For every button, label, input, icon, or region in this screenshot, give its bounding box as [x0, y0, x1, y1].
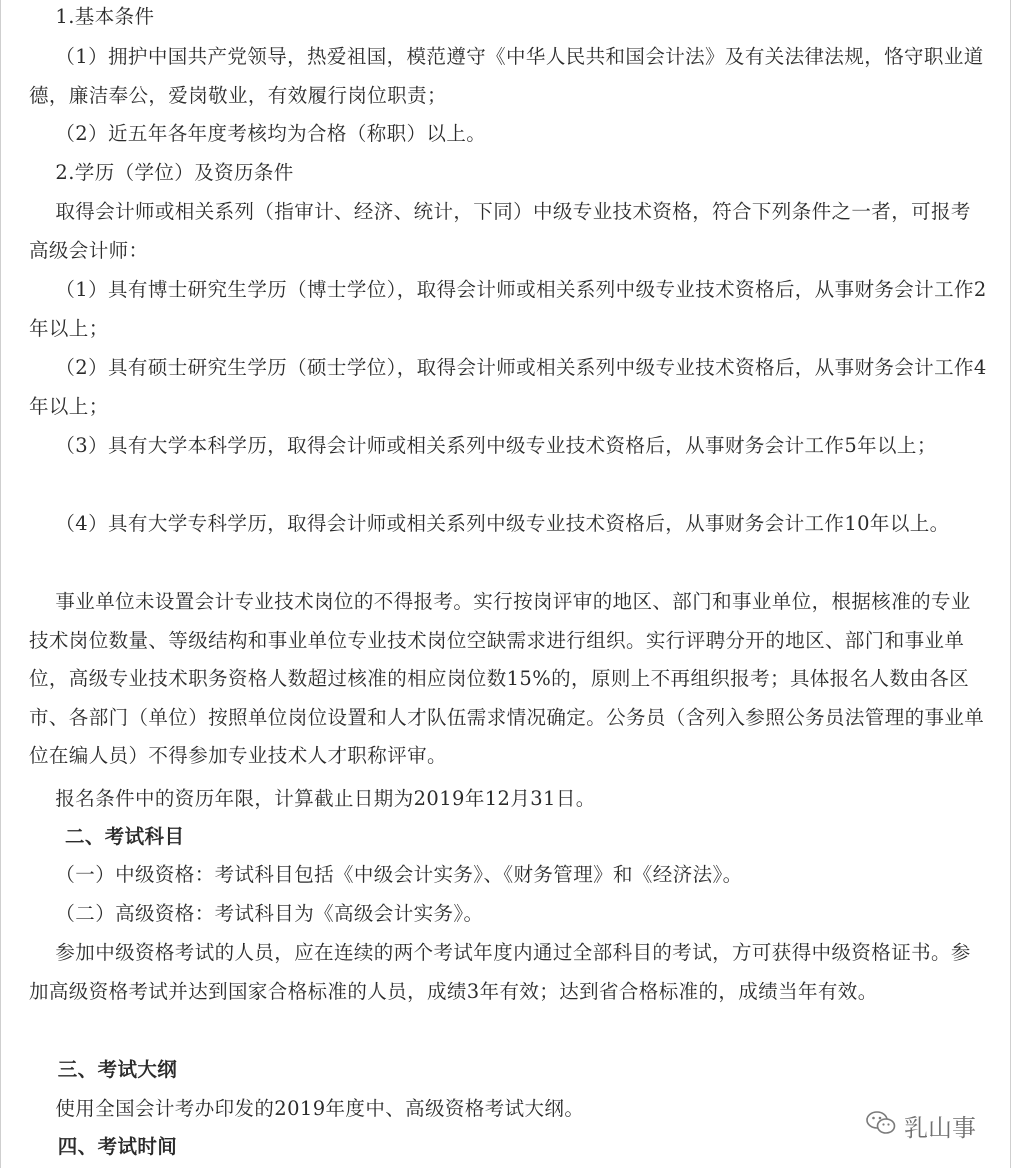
paragraph-education-intro: 取得会计师或相关系列（指审计、经济、统计，下同）中级专业技术资格，符合下列条件之一者，可报考高级会计师： [29, 200, 971, 262]
paragraph-education-4: （4）具有大学专科学历，取得会计师或相关系列中级专业技术资格后，从事财务会计工作10年以上。 [29, 512, 950, 535]
paragraph-condition-2: （2）近五年各年度考核均为合格（称职）以上。 [29, 122, 487, 145]
heading-exam-time: 四、考试时间 [29, 1135, 178, 1158]
heading-basic-conditions: 1.基本条件 [29, 5, 155, 28]
watermark [866, 1108, 976, 1143]
paragraph-deadline: 报名条件中的资历年限，计算截止日期为2019年12月31日。 [29, 787, 596, 810]
paragraph-syllabus: 使用全国会计考办印发的2019年度中、高级资格考试大纲。 [29, 1097, 585, 1120]
paragraph-intermediate-subjects: （一）中级资格：考试科目包括《中级会计实务》、《财务管理》和《经济法》。 [29, 863, 743, 886]
heading-exam-syllabus: 三、考试大纲 [29, 1058, 178, 1081]
heading-exam-subjects: 二、考试科目 [29, 825, 185, 848]
paragraph-education-2: （2）具有硕士研究生学历（硕士学位），取得会计师或相关系列中级专业技术资格后，从事财务会计工作4年以上； [29, 356, 987, 418]
paragraph-condition-1: （1）拥护中国共产党领导，热爱祖国，模范遵守《中华人民共和国会计法》及有关法律法规，恪守职业道德，廉洁奉公，爱岗敬业，有效履行岗位职责； [29, 45, 984, 107]
paragraph-exam-validity: 参加中级资格考试的人员，应在连续的两个考试年度内通过全部科目的考试，方可获得中级资格证书。参加高级资格考试并达到国家合格标准的人员，成绩3年有效；达到省合格标准的，成绩当年有效。 [29, 941, 971, 1003]
heading-education-conditions: 2.学历（学位）及资历条件 [29, 161, 294, 184]
paragraph-education-3: （3）具有大学本科学历，取得会计师或相关系列中级专业技术资格后，从事财务会计工作5年以上； [29, 434, 937, 457]
paragraph-institution-rules: 事业单位未设置会计专业技术岗位的不得报考。实行按岗评审的地区、部门和事业单位，根据核准的专业技术岗位数量、等级结构和事业单位专业技术岗位空缺需求进行组织。实行评聘分开的地区、部门和事业单位，高级专业技术职务资格人数超过核准的相应岗位数15%的，原则上不再组织报考；具体报名人数由各区市、各部门（单位）按照单位岗位设置和人才队伍需求情况确定。公务员（含列入参照公务员法管理的事业单位在编人员）不得参加专业技术人才职称评审。 [29, 590, 985, 767]
watermark-text: 乳山事 [904, 1114, 976, 1142]
paragraph-education-1: （1）具有博士研究生学历（博士学位），取得会计师或相关系列中级专业技术资格后，从事财务会计工作2年以上； [29, 278, 987, 340]
paragraph-senior-subjects: （二）高级资格：考试科目为《高级会计实务》。 [29, 902, 484, 925]
wechat-icon [866, 1110, 896, 1142]
